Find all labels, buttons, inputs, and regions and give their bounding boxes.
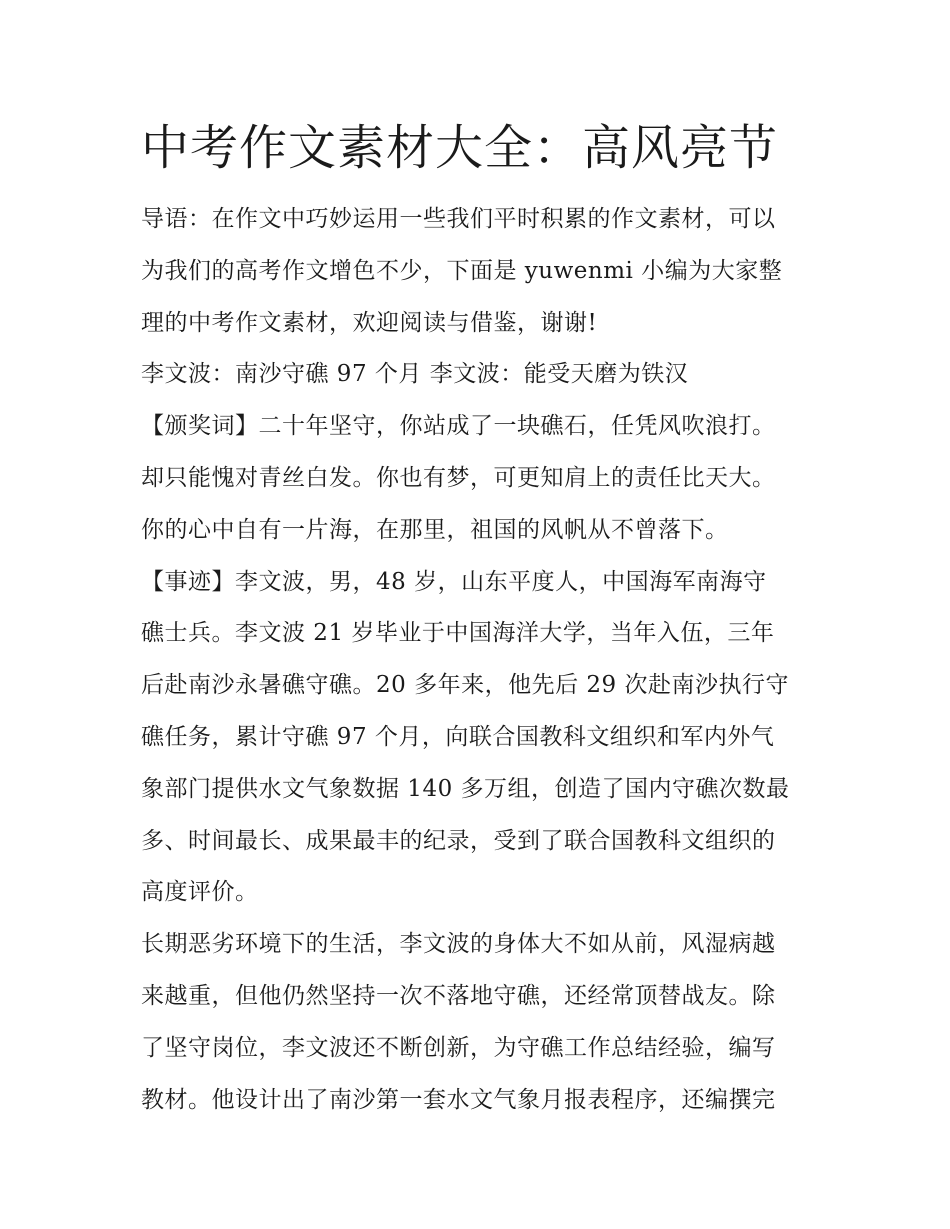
text-line: 多、时间最长、成果最丰的纪录，受到了联合国教科文组织的 bbox=[141, 827, 776, 854]
text-line: 导语：在作文中巧妙运用一些我们平时积累的作文素材，可以 bbox=[141, 206, 776, 232]
text-line: 理的中考作文素材，欢迎阅读与借鉴，谢谢! bbox=[141, 309, 598, 336]
text-line: 象部门提供水文气象数据 140 多万组，创造了国内守礁次数最 bbox=[141, 775, 790, 802]
text-line: 来越重，但他仍然坚持一次不落地守礁，还经常顶替战友。除 bbox=[141, 982, 776, 1009]
document-page bbox=[141, 112, 821, 1126]
text-line: 却只能愧对青丝白发。你也有梦，可更知肩上的责任比天大。 bbox=[141, 464, 776, 491]
text-line: 你的心中自有一片海，在那里，祖国的风帆从不曾落下。 bbox=[141, 516, 729, 543]
document-body bbox=[141, 194, 821, 1126]
text-line: 了坚守岗位，李文波还不断创新，为守礁工作总结经验，编写 bbox=[141, 1034, 776, 1061]
text-line: 【颁奖词】二十年坚守，你站成了一块礁石，任凭风吹浪打。 bbox=[141, 413, 776, 440]
text-line: 【事迹】李文波，男，48 岁，山东平度人，中国海军南海守 bbox=[141, 568, 767, 595]
text-line: 长期恶劣环境下的生活，李文波的身体大不如从前，风湿病越 bbox=[141, 931, 776, 958]
text-line: 礁士兵。李文波 21 岁毕业于中国海洋大学，当年入伍，三年 bbox=[141, 620, 775, 647]
text-line: 李文波：南沙守礁 97 个月 李文波：能受天磨为铁汉 bbox=[141, 361, 689, 388]
page-title: 中考作文素材大全：高风亮节 bbox=[141, 120, 779, 176]
text-line: 礁任务，累计守礁 97 个月，向联合国教科文组织和军内外气 bbox=[141, 723, 775, 750]
text-line: 为我们的高考作文增色不少，下面是 yuwenmi 小编为大家整 bbox=[141, 257, 783, 284]
text-line: 高度评价。 bbox=[141, 879, 259, 906]
text-line: 后赴南沙永暑礁守礁。20 多年来，他先后 29 次赴南沙执行守 bbox=[141, 672, 789, 699]
text-line: 教材。他设计出了南沙第一套水文气象月报表程序，还编撰完 bbox=[141, 1086, 776, 1113]
